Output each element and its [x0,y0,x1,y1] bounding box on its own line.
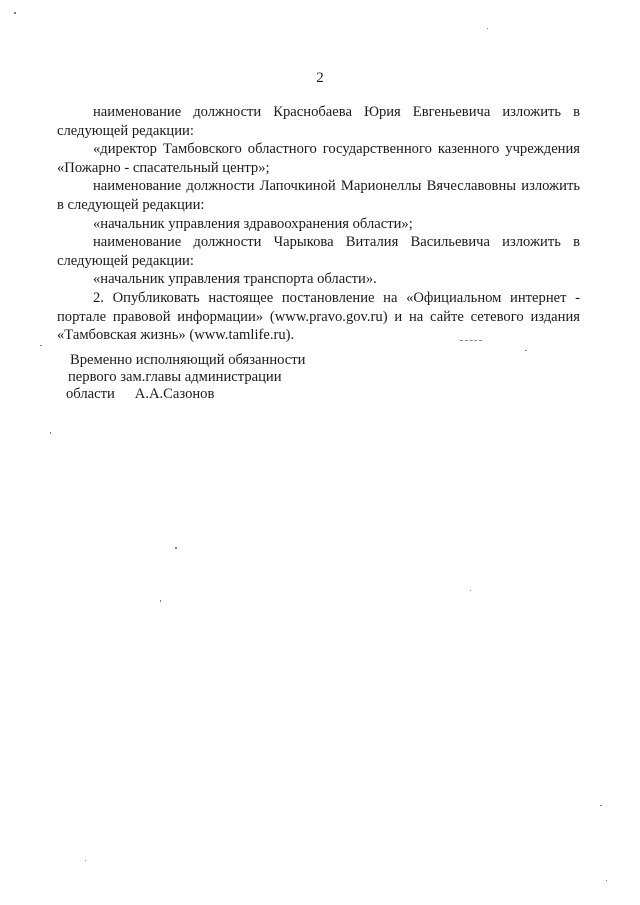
page-number: 2 [316,70,324,86]
paragraph-position-3: наименование должности Чарыкова Виталия Васильевича изложить в следующей редакции: [57,234,580,269]
paragraph-title-3: «начальник управления транспорта области». [93,271,377,288]
scan-speck [160,600,161,602]
signature-region-label: области [66,386,115,402]
signature-line-3 [66,386,410,403]
paragraph-position-1: наименование должности Краснобаева Юрия Евгеньевича изложить в следующей редакции: [57,104,580,139]
scan-speck [50,432,51,434]
scan-speck [606,880,607,881]
signature-line-1: Временно исполняющий обязанности [70,352,306,368]
signatory-name: А.А.Сазонов [134,386,215,402]
scan-speck [525,350,527,351]
signature-block [66,352,410,403]
paragraph-title-2: «начальник управления здравоохранения области»; [93,215,413,232]
document-body [57,103,580,345]
scan-speck [487,28,488,29]
signature-line-2: первого зам.главы администрации [68,369,282,385]
scan-speck [85,860,86,861]
scan-dash-mark [460,340,482,342]
scan-speck [600,805,602,806]
scan-speck [470,590,471,591]
paragraph-position-2: наименование должности Лапочкиной Марионеллы Вячеславовны изложить в следующей редакции: [57,178,580,213]
paragraph-title-1: «директор Тамбовского областного государственного казенного учреждения «Пожарно - спасательный центр»; [57,141,580,176]
scan-speck [40,345,42,346]
paragraph-publication: 2. Опубликовать настоящее постановление на «Официальном интернет - портале правовой информации» (www.pravo.gov.ru) и на сайте сетевого издания «Тамбовская жизнь» (www.tamlife.ru). [57,289,580,344]
scan-speck [175,547,177,549]
scan-speck [14,12,16,14]
